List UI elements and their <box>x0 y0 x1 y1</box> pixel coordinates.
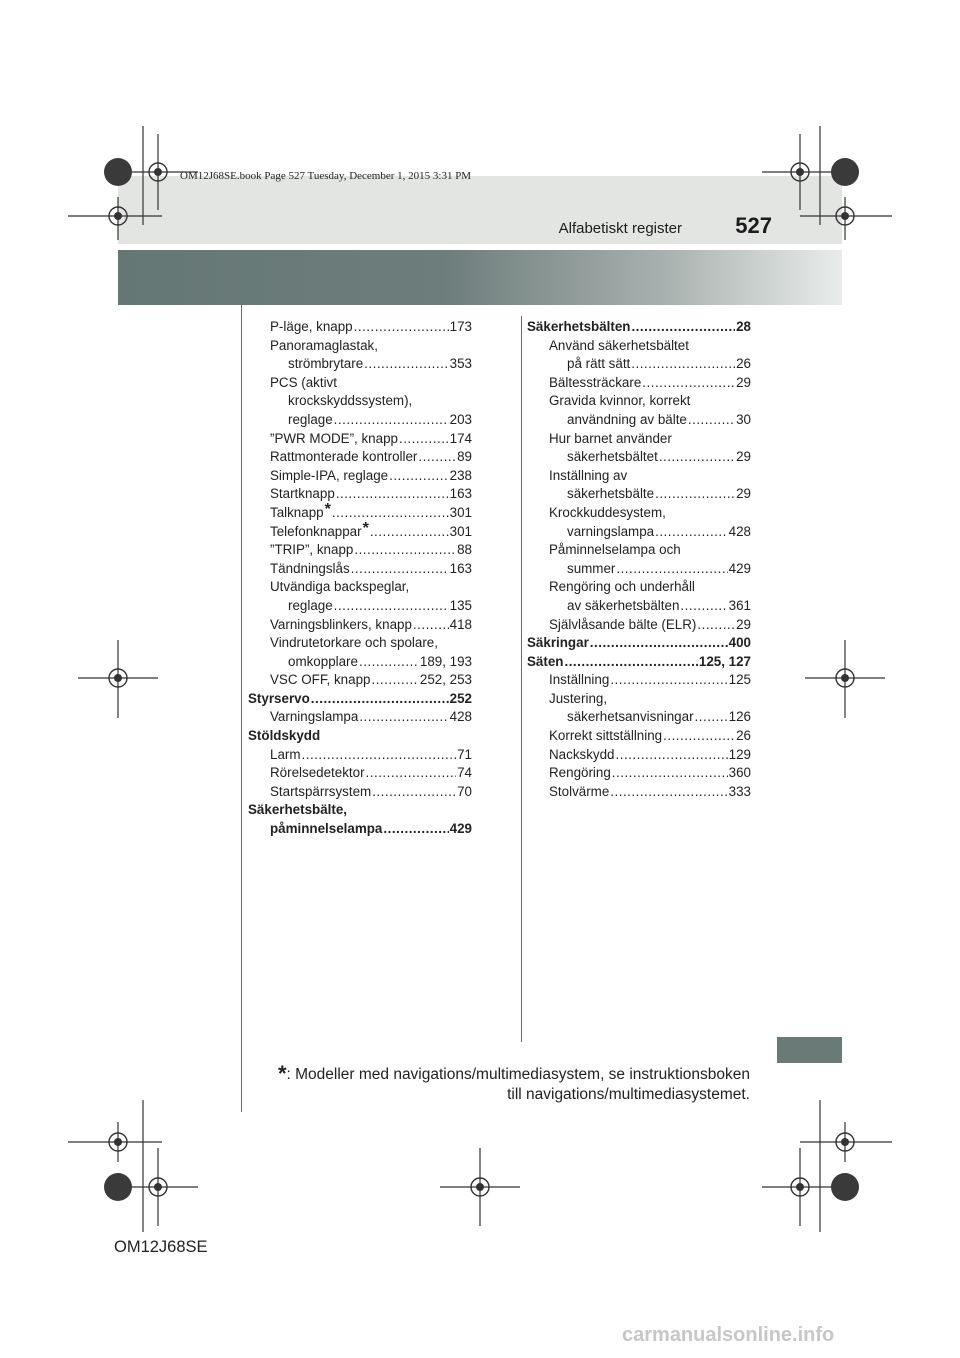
index-page-ref: 301 <box>449 504 472 520</box>
index-term: Rattmonterade kontroller <box>270 449 418 465</box>
index-entry: krockskyddssystem), <box>288 393 413 409</box>
index-entry: Vindrutetorkare och spolare, <box>270 635 438 651</box>
index-page-ref: 301 <box>449 523 472 539</box>
index-term: Rörelsedetektor <box>270 765 365 781</box>
footnote-line-1: : Modeller med navigations/multimediasystem, se instruktionsboken <box>286 1066 750 1083</box>
index-page-ref: 29 <box>736 486 751 502</box>
index-term: Säkerhetsbälten <box>527 319 631 334</box>
index-term: säkerhetsbältet <box>567 449 658 465</box>
index-entry: PCS (aktivt <box>270 374 337 390</box>
index-term: Larm <box>270 746 301 762</box>
book-stamp: OM12J68SE.book Page 527 Tuesday, December 1, 2015 3:31 PM <box>180 170 472 182</box>
footnote-star: * <box>362 519 369 537</box>
index-page-ref: 28 <box>736 319 751 334</box>
index-page-ref: 70 <box>457 783 472 799</box>
page-number: 527 <box>735 213 772 238</box>
index-term: varningslampa <box>567 523 655 539</box>
index-page-ref: 203 <box>449 411 472 427</box>
index-page-ref: 26 <box>736 356 751 372</box>
index-entry: Gravida kvinnor, korrekt <box>549 393 691 409</box>
index-page-ref: 418 <box>449 616 472 632</box>
index-page-ref: 129 <box>728 746 751 762</box>
index-term: Telefonknappar <box>270 523 362 539</box>
index-page-ref: 163 <box>449 486 472 502</box>
index-entry: Inställning av <box>549 467 628 483</box>
index-page-ref: 26 <box>736 728 751 744</box>
index-page-ref: 71 <box>457 746 472 762</box>
index-page-ref: 174 <box>449 430 472 446</box>
index-page-ref: 238 <box>449 467 472 483</box>
index-term: säkerhetsbälte <box>567 486 655 502</box>
index-term: Självlåsande bälte (ELR) <box>549 616 697 632</box>
index-term: av säkerhetsbälten <box>567 597 680 613</box>
index-term: ”TRIP”, knapp <box>270 542 354 558</box>
index-page-ref: 126 <box>728 709 751 725</box>
index-page-ref: 353 <box>449 356 472 372</box>
index-page-ref: 429 <box>449 821 472 837</box>
index-entry: Använd säkerhetsbältet <box>549 337 689 353</box>
index-term: summer <box>567 560 616 576</box>
index-page-ref: 252 <box>449 690 472 706</box>
index-entry: Hur barnet använder <box>549 430 672 446</box>
index-page-ref: 30 <box>736 411 751 427</box>
index-term: reglage <box>288 597 333 613</box>
index-term: Tändningslås <box>270 560 350 576</box>
index-term: Startspärrsystem <box>270 783 372 799</box>
index-term: Rengöring <box>549 765 611 781</box>
index-term: Stolvärme <box>549 783 610 799</box>
index-page-ref: 428 <box>728 523 751 539</box>
index-term: Talknapp <box>270 504 324 520</box>
index-page-ref: 29 <box>736 374 751 390</box>
index-page-ref: 429 <box>728 560 751 576</box>
index-page-ref: 125 <box>728 672 751 688</box>
index-entry: Justering, <box>549 690 608 706</box>
index-page-ref: 89 <box>457 449 472 465</box>
index-entry: Säkerhetsbälte, <box>248 802 347 818</box>
index-term: Inställning <box>549 672 610 688</box>
watermark: carmanualsonline.info <box>622 1324 835 1346</box>
footnote-line-2: till navigations/multimediasystemet. <box>507 1086 750 1103</box>
index-term: Simple-IPA, reglage <box>270 467 389 483</box>
index-term: P-läge, knapp <box>270 319 353 334</box>
index-term: Startknapp <box>270 486 335 502</box>
index-entry: Panoramaglastak, <box>270 337 378 353</box>
index-entry: Krockkuddesystem, <box>549 504 666 520</box>
index-term: Korrekt sittställning <box>549 728 663 744</box>
index-page-ref: 360 <box>728 765 751 781</box>
index-term: Varningsblinkers, knapp <box>270 616 412 632</box>
index-term: strömbrytare <box>288 356 364 372</box>
index-entry: Påminnelselampa och <box>549 542 681 558</box>
index-term: ”PWR MODE”, knapp <box>270 430 398 446</box>
index-page-ref: 29 <box>736 449 751 465</box>
index-page-ref: 189, 193 <box>419 653 472 669</box>
index-page-ref: 428 <box>449 709 472 725</box>
document-code: OM12J68SE <box>114 1238 208 1256</box>
index-entry: Utvändiga backspeglar, <box>270 579 410 595</box>
index-page-ref: 252, 253 <box>419 672 472 688</box>
section-title: Alfabetiskt register <box>558 220 682 237</box>
footnote-star: * <box>324 500 331 518</box>
index-term: omkopplare <box>288 653 358 669</box>
index-term: påminnelselampa <box>270 821 383 837</box>
index-term: Nackskydd <box>549 746 615 762</box>
index-page-ref: 135 <box>449 597 472 613</box>
index-entry: Rengöring och underhåll <box>549 579 695 595</box>
index-page-ref: 173 <box>449 319 472 334</box>
index-page-ref: 125, 127 <box>698 653 751 669</box>
index-page-ref: 29 <box>736 616 751 632</box>
index-term: Bältessträckare <box>549 374 642 390</box>
index-term: användning av bälte <box>567 411 687 427</box>
index-page-ref: 74 <box>457 765 472 781</box>
index-term: på rätt sätt <box>567 356 631 372</box>
index-page-ref: 400 <box>728 635 751 651</box>
index-page-ref: 361 <box>728 597 751 613</box>
index-page-ref: 163 <box>449 560 472 576</box>
index-term: Säkringar <box>527 635 589 651</box>
footnote-marker: * <box>277 1061 287 1086</box>
index-term: Styrservo <box>248 690 310 706</box>
index-term: Varningslampa <box>270 709 359 725</box>
index-term: VSC OFF, knapp <box>270 672 371 688</box>
index-term: Säten <box>527 653 564 669</box>
index-term: reglage <box>288 411 333 427</box>
index-page-ref: 88 <box>457 542 472 558</box>
index-term: säkerhetsanvisningar <box>567 709 694 725</box>
index-page-ref: 333 <box>728 783 751 799</box>
index-entry: Stöldskydd <box>248 728 321 744</box>
